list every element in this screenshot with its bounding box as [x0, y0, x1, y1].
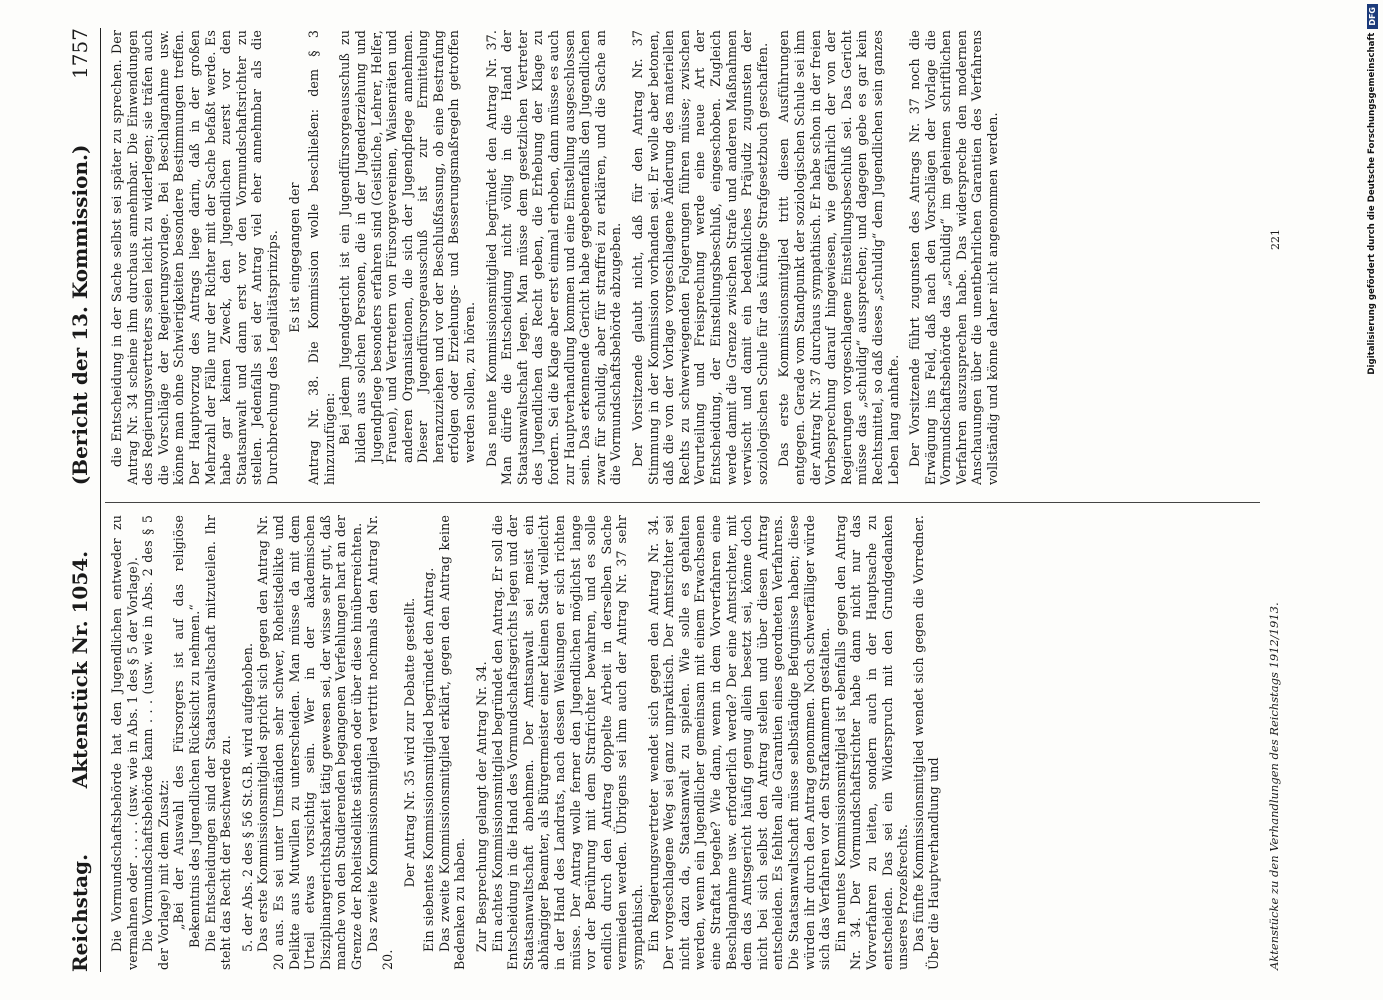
paragraph: Der Vorsitzende glaubt nicht, daß für den Antrag Nr. 37 Stimmung in der Kommission vorhanden sei. Er wolle aber betonen, daß die von der Vorlage vorgeschlagene Änderung des materiellen Rechts zu schwerwiegenden Folgerungen führen müsse; zwischen Verurteilung und Freisprechung werde eine neue Art der Entscheidung, der Einstellungsbeschluß, eingeschoben. Zugleich werde damit die Grenze zwischen Strafe und anderen Maßnahmen verwischt und damit ein bedenkliches Präjudiz zugunsten der soziologischen Schule für das künftige Strafgesetzbuch geschaffen.	[630, 30, 770, 485]
paragraph: Das fünfte Kommissionsmitglied wendet sich gegen die Vorredner. Über die Hauptverhandlung und	[910, 515, 942, 970]
paragraph: Der Vorsitzende führt zugunsten des Antrags Nr. 37 noch die Erwägung ins Feld, daß nach den Vorschlägen der Vorlage die Vormundschaftsbehörde das „schuldig“ im geheimen schriftlichen Verfahren auszusprechen habe. Das widerspreche den modernen Anschauungen über die unentbehrlichen Garantien des Verfahrens vollständig und könne daher nicht angenommen werden.	[907, 30, 1001, 485]
paragraph: Ein siebentes Kommissionsmitglied begründet den Antrag.	[421, 567, 437, 952]
dfg-logo: DFG	[1367, 4, 1378, 29]
paragraph: Das zweite Kommissionsmitglied vertritt nochmals den Antrag Nr. 20.	[364, 515, 396, 970]
paragraph: Ein Regierungsvertreter wendet sich gegen den Antrag Nr. 34. Der vorgeschlagene Weg sei ganz unpraktisch. Der Amtsrichter sei nicht dazu da, Staatsanwalt zu spielen. Wie solle es gehalten werden, wenn ein Jugendlicher gemeinsam mit einem Erwachsenen eine Straftat begehe? Wie dann, wenn in dem Vorverfahren eine Beschlagnahme usw. erforderlich werde? Der eine Amtsrichter, mit dem das Amtsgericht häufig genug allein besetzt sei, könne doch nicht bei sich selbst den Antrag stellen und über diesen Antrag entscheiden. Es fehlten alle Garantien eines geordneten Verfahrens. Die Staatsanwaltschaft müsse selbständige Befugnisse haben; diese würden ihr durch den Antrag genommen. Noch schwerfälliger würde sich das Verfahren vor den Strafkammern gestalten.	[645, 515, 833, 970]
left-text-column	[109, 515, 1259, 970]
credit-text: Digitalisierung gefördert durch die Deutsche Forschungsgemeinschaft	[1367, 32, 1377, 375]
quoted-addition: „Bei der Auswahl des Fürsorgers ist auf das religiöse Bekenntnis des Jugendlichen Rücksicht zu nehmen.“	[171, 515, 202, 948]
paragraph: Es ist eingegangen der	[286, 182, 302, 333]
paragraph: Ein neuntes Kommissionsmitglied ist ebenfalls gegen den Antrag Nr. 34. Der Vormundschaftsrichter habe dann nicht nur das Vorverfahren zu leiten, sondern auch in der Hauptsache zu entscheiden. Das sei ein Widerspruch mit den Grundgedanken unseres Prozeßrechts.	[832, 515, 911, 970]
page-header	[59, 28, 101, 972]
paragraph: Das neunte Kommissionsmitglied begründet den Antrag Nr. 37. Man dürfe die Entscheidung nicht völlig in die Hand der Staatsanwaltschaft legen. Man müsse dem gesetzlichen Vertreter des Jugendlichen das Recht geben, die Erhebung der Klage zu fordern. Sei die Klage aber erst einmal erhoben, dann müsse es auch zur Hauptverhandlung kommen und eine Einstellung ausgeschlossen sein. Das erkennende Gericht habe gegebenenfalls den Jugendlichen zwar für schuldig, aber für straffrei zu erklären, und die Sache an die Vormundschaftsbehörde abzugeben.	[483, 30, 624, 485]
header-report-title: (Bericht der 13. Kommission.)	[67, 144, 92, 486]
numbered-item: 5. der Abs. 2 des § 56 St.G.B. wird aufgehoben.	[239, 642, 255, 952]
page-footer	[1267, 30, 1281, 970]
side-credit-strip	[1362, 4, 1382, 998]
footer-folio: 221	[1269, 229, 1282, 250]
paragraph: Die Entscheidungen sind der Staatsanwaltschaft mitzuteilen. Ihr steht das Recht der Beschwerde zu.	[202, 515, 234, 970]
column-separator	[105, 502, 1260, 503]
paragraph: Ein achtes Kommissionsmitglied begründet den Antrag. Er soll die Entscheidung in die Hand des Vormundschaftsgerichts legen und der Staatsanwaltschaft abnehmen. Der Amtsanwalt sei meist ein abhängiger Beamter, als Bürgermeister einer kleinen Stadt vielleicht in der Hand des Landrats, nach dessen Weisungen er sich richten müsse. Der Antrag wolle ferner den Jugendlichen möglichst lange vor der Berührung mit dem Strafrichter bewahren, und es solle endlich durch den Antrag doppelte Arbeit in derselben Sache vermieden werden. Übrigens sei ihm auch der Antrag Nr. 37 sehr sympathisch.	[489, 515, 645, 970]
header-document-number: Aktenstück Nr. 1054.	[67, 550, 92, 789]
footer-publication: Aktenstücke zu den Verhandlungen des Reichstags 1912/1913.	[1267, 602, 1281, 970]
paragraph: Das erste Kommissionsmitglied tritt diesen Ausführungen entgegen. Gerade vom Standpunkt der soziologischen Schule sei ihm der Antrag Nr. 37 durchaus sympathisch. Er habe schon in der freien Vorbesprechung darauf hingewiesen, wie gefährlich der von der Regierungen vorgeschlagene Einstellungsbeschluß sei. Das Gericht müsse das „schuldig“ aussprechen; und dagegen gebe es gar kein Rechtsmittel, so daß dieses „schuldig“ dem Jugendlichen sein ganzes Leben lang anhafte.	[776, 30, 901, 485]
rotated-document-page	[45, 0, 1345, 1000]
paragraph: Das zweite Kommissionsmitglied erklärt, gegen den Antrag keine Bedenken zu haben.	[436, 515, 468, 970]
motion-text: Bei jedem Jugendgericht ist ein Jugendfürsorgeausschuß zu bilden aus solchen Personen, die in der Jugenderziehung und Jugendpflege besonders erfahren sind (Geistliche, Lehrer, Helfer, Frauen), und Vertretern von Fürsorgevereinen, Waisenräten und anderen Organisationen, die sich der Jugendpflege annehmen. Dieser Jugendfürsorgeausschuß ist zur Ermittelung heranzuziehen und vor der Beschlußfassung, ob eine Bestrafung erfolgen oder Erziehungs- und Besserungsmaßregeln getroffen werden sollen, zu hören.	[337, 30, 478, 463]
motion-heading: Antrag Nr. 38. Die Kommission wolle beschließen: dem § 3 hinzuzufügen:	[306, 30, 337, 485]
section-heading: Zur Besprechung gelangt der Antrag Nr. 34.	[474, 661, 490, 952]
paragraph: Die Vormundschaftsbehörde hat den Jugendlichen entweder zu vermahnen oder . . . . . (usw. wie in Abs. 1 des § 5 der Vorlage).	[109, 515, 140, 970]
paragraph: die Entscheidung in der Sache selbst sei später zu sprechen. Der Antrag Nr. 34 scheine ihm durchaus annehmbar. Die Einwendungen des Regierungsvertreters seien leicht zu widerlegen; sie träfen auch die Vorschläge der Regierungsvorlage. Bei Beschlagnahme usw. könne man ohne Schwierigkeiten besondere Bestimmungen treffen. Der Hauptvorzug des Antrags liege darin, daß in der großen Mehrzahl der Fälle nur der Richter mit der Sache befaßt werde. Es habe gar keinen Zweck, den Jugendlichen zuerst vor den Staatsanwalt und dann erst vor den Vormundschaftsrichter zu stellen. Jedenfalls sei der Antrag viel eher annehmbar als die Durchbrechung des Legalitätsprinzips.	[109, 30, 280, 485]
header-page-number: 1757	[67, 28, 92, 79]
right-text-column	[109, 30, 1259, 485]
paragraph: Das erste Kommissionsmitglied spricht sich gegen den Antrag Nr. 20 aus. Es sei unter Umständen sehr schwer, Roheitsdelikte und Delikte aus Mutwillen zu unterscheiden. Man müsse da mit dem Urteil etwas vorsichtig sein. Wer in der akademischen Disziplinargerichtsbarkeit tätig gewesen sei, der wisse sehr gut, daß manche von den Studierenden begangenen Verfehlungen hart an der Grenze der Roheitsdelikte ständen oder über diese hinüberreichten.	[255, 515, 364, 970]
header-reichstag: Reichstag.	[67, 853, 92, 972]
section-heading: Der Antrag Nr. 35 wird zur Debatte gestellt.	[401, 597, 417, 888]
paragraph: Die Vormundschaftsbehörde kann . . . (usw. wie in Abs. 2 des § 5 der Vorlage) mit dem Zusatz:	[140, 515, 171, 970]
